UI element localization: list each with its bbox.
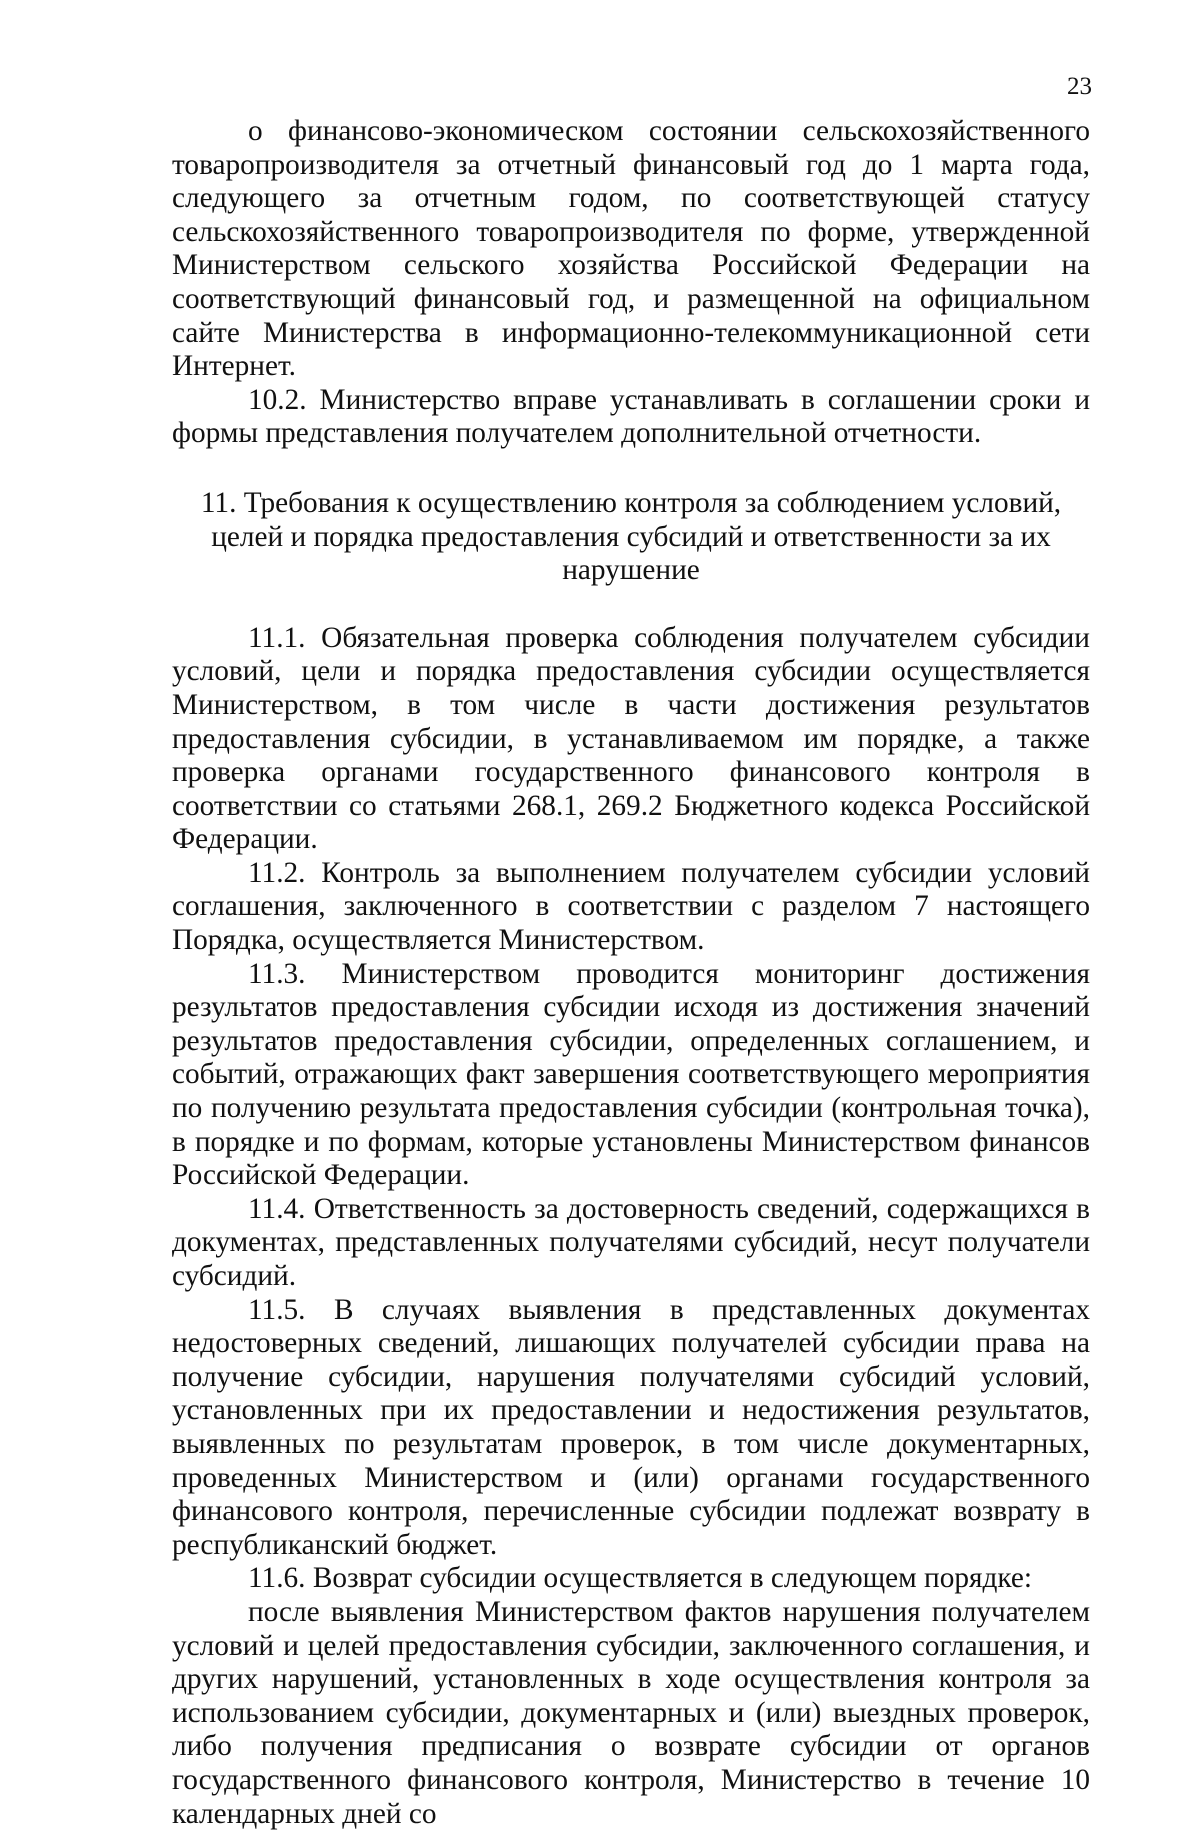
paragraph-11-6-procedure: после выявления Министерством фактов нарушения получателем условий и целей предоставления субсидии, заключенного соглашения, и других нарушений, установленных в ходе осуществления контроля за использованием субсидии, документарных и (или) выездных проверок, либо получения предписания о возврате субсидии от органов государственного финансового контроля, Министерство в течение 10 календарных дней со bbox=[172, 1595, 1090, 1830]
paragraph-11-5: 11.5. В случаях выявления в представленных документах недостоверных сведений, лишающих получателей субсидии права на получение субсидии, нарушения получателями субсидий условий, установленных при их предоставлении и недостижения результатов, выявленных по результатам проверок, в том числе документарных, проведенных Министерством и (или) органами государственного финансового контроля, перечисленные субсидии подлежат возврату в республиканский бюджет. bbox=[172, 1293, 1090, 1561]
paragraph-11-6: 11.6. Возврат субсидии осуществляется в следующем порядке: bbox=[248, 1562, 1033, 1595]
paragraph-11-3: 11.3. Министерством проводится мониторинг достижения результатов предоставления субсидии исходя из достижения значений результатов предоставления субсидии, определенных соглашением, и событий, отражающих факт завершения соответствующего мероприятия по получению результата предоставления субсидии (контрольная точка), в порядке и по формам, которые установлены Министерством финансов Российской Федерации. bbox=[172, 957, 1090, 1192]
paragraph-11-1: 11.1. Обязательная проверка соблюдения получателем субсидии условий, цели и порядка предоставления субсидии осуществляется Министерством, в том числе в части достижения результатов предоставления субсидии, в устанавливаемом им порядке, а также проверка органами государственного финансового контроля в соответствии со статьями 268.1, 269.2 Бюджетного кодекса Российской Федерации. bbox=[172, 621, 1090, 856]
paragraph-11-4: 11.4. Ответственность за достоверность сведений, содержащихся в документах, представленных получателями субсидий, несут получатели субсидий. bbox=[172, 1192, 1090, 1292]
page-number: 23 bbox=[1067, 73, 1092, 100]
paragraph-11-2: 11.2. Контроль за выполнением получателем субсидии условий соглашения, заключенного в соответствии с разделом 7 настоящего Порядка, осуществляется Министерством. bbox=[172, 856, 1090, 957]
paragraph-10-2: 10.2. Министерство вправе устанавливать в соглашении сроки и формы представления получателем дополнительной отчетности. bbox=[172, 383, 1090, 450]
document-body bbox=[172, 115, 1090, 1831]
section-heading: 11. Требования к осуществлению контроля за соблюдением условий, целей и порядка предоставления субсидий и ответственности за их нарушение bbox=[200, 486, 1062, 587]
paragraph-continuation: о финансово-экономическом состоянии сельскохозяйственного товаропроизводителя за отчетный финансовый год до 1 марта года, следующего за отчетным годом, по соответствующей статусу сельскохозяйственного товаропроизводителя по форме, утвержденной Министерством сельского хозяйства Российской Федерации на соответствующий финансовый год, и размещенной на официальном сайте Министерства в информационно-телекоммуникационной сети Интернет. bbox=[172, 115, 1090, 383]
